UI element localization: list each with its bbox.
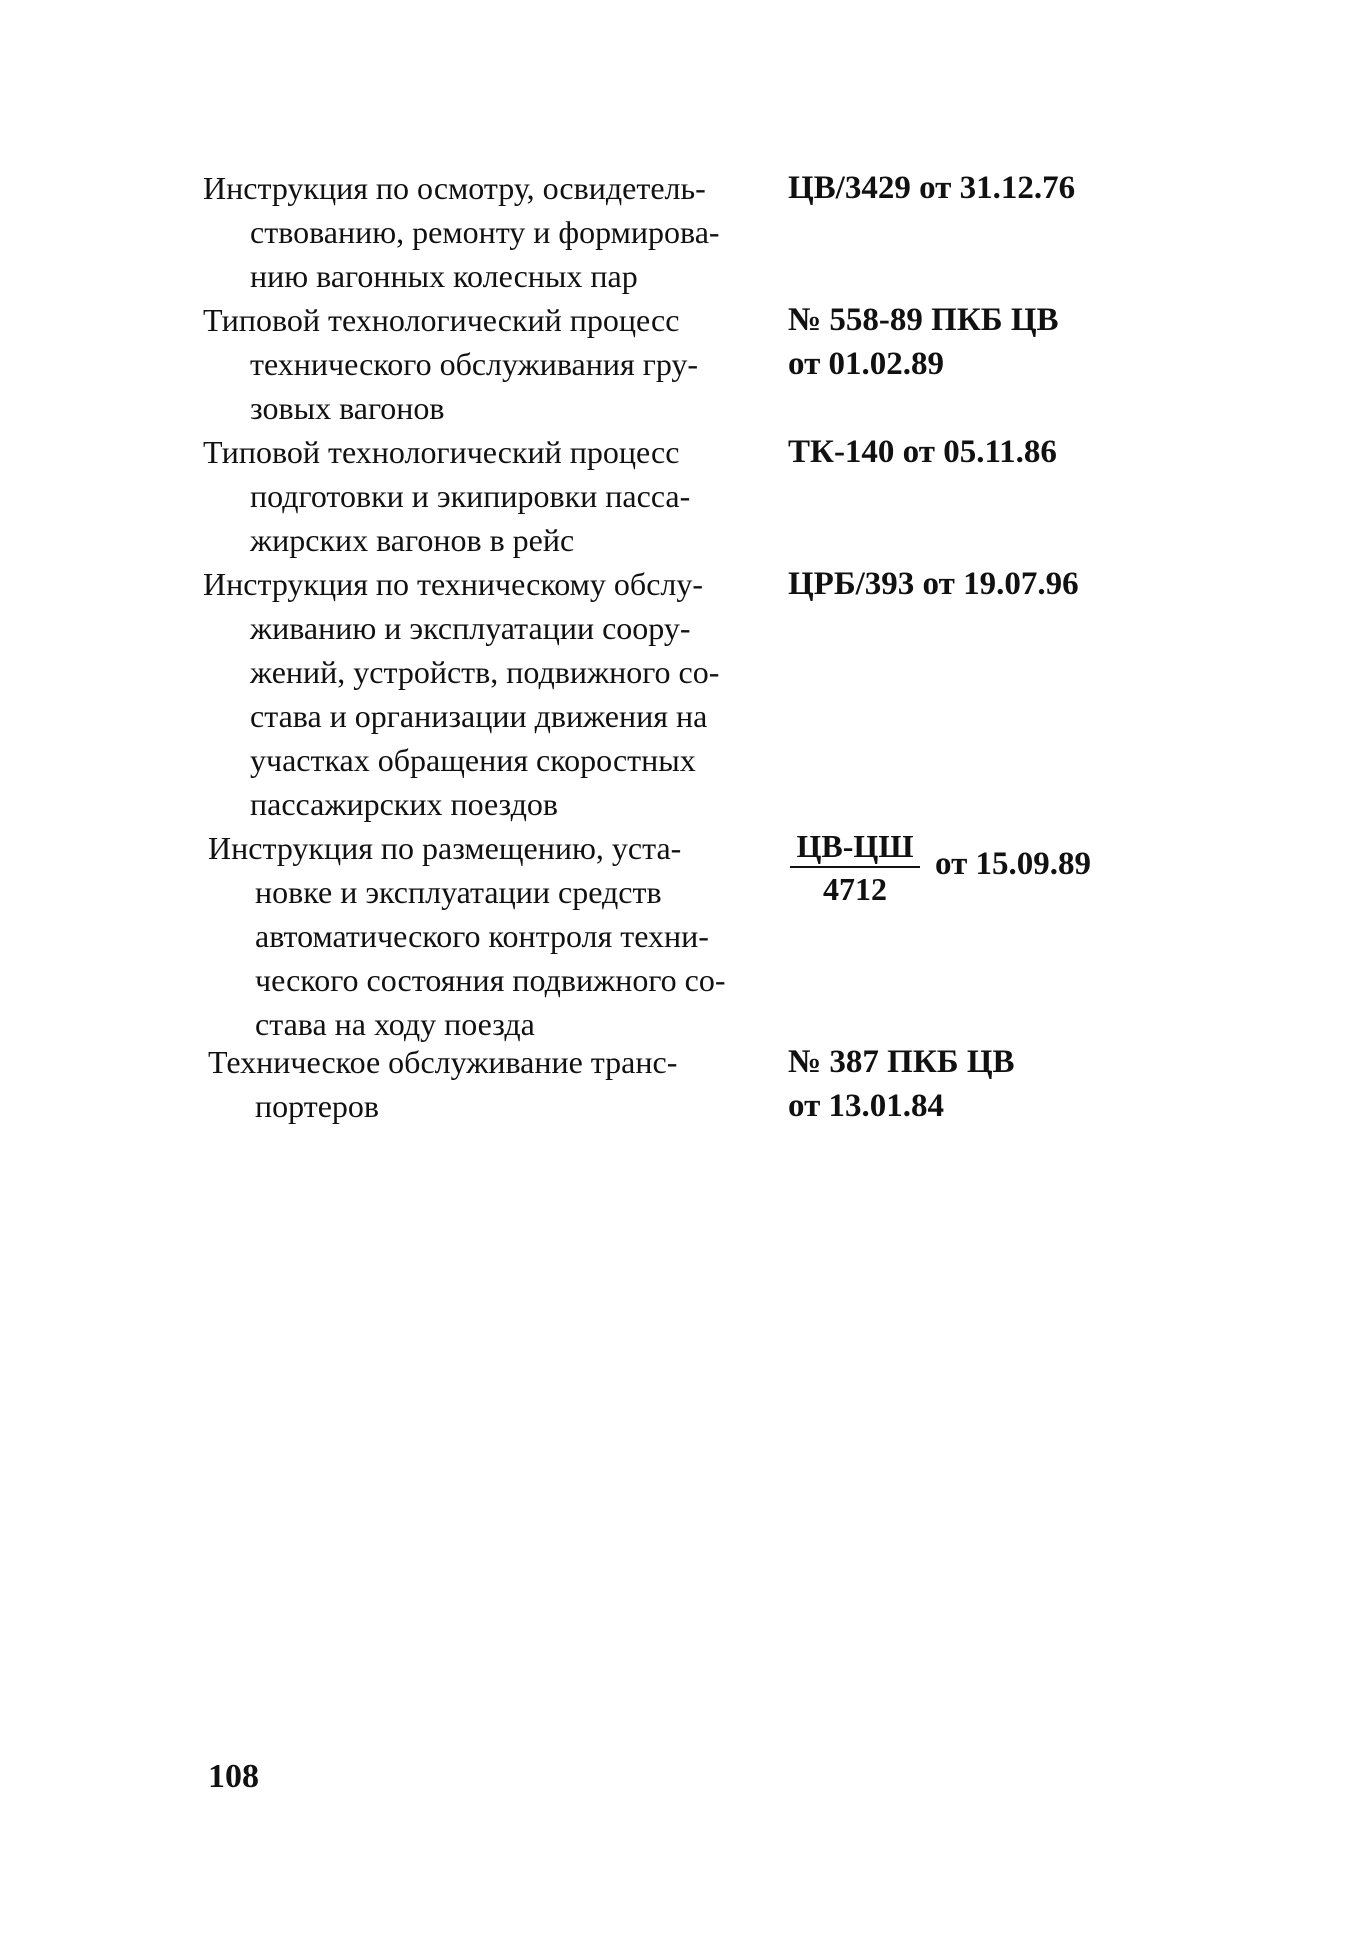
entry-title-line: нию вагонных колесных пар (250, 258, 638, 294)
entry-title-line: портеров (255, 1088, 379, 1124)
entry-title-line: става и организации движения на (250, 698, 708, 734)
entry-title (203, 430, 793, 562)
entry-reference (788, 562, 1188, 606)
entry-reference (788, 1040, 1188, 1128)
entry-title-line: ствованию, ремонту и формирова- (250, 214, 720, 250)
reference-fraction (790, 826, 920, 910)
entry-title-line: автоматического контроля техни- (255, 918, 709, 954)
entry-reference-line: от 13.01.84 (788, 1088, 945, 1124)
entry-reference-line: ЦВ/3429 от 31.12.76 (788, 170, 1076, 206)
entry-reference-line: ЦРБ/393 от 19.07.96 (788, 566, 1079, 602)
entry-reference (788, 430, 1188, 474)
entry-title-line: Техническое обслуживание транс- (208, 1044, 678, 1080)
entry-reference-line: ТК-140 от 05.11.86 (788, 434, 1057, 470)
entry-title (208, 1040, 798, 1128)
entry-title-line: подготовки и экипировки пасса- (250, 478, 691, 514)
entry-title-line: жирских вагонов в рейс (250, 522, 575, 558)
entry-reference-line: от 01.02.89 (788, 346, 945, 382)
entry-title-line: технического обслуживания гру- (250, 346, 699, 382)
entry-title-line: Инструкция по размещению, уста- (208, 830, 682, 866)
entry-title-line: Инструкция по осмотру, освидетель- (203, 170, 706, 206)
entry-title-line: Типовой технологический процесс (203, 434, 680, 470)
entry-title-line: Инструкция по техническому обслу- (203, 566, 704, 602)
entry-title (208, 826, 798, 1046)
entry-title (203, 298, 793, 430)
page-number: 108 (208, 1758, 259, 1795)
entry-reference (790, 826, 1130, 914)
entry-reference (788, 298, 1188, 386)
entry-title-line: новке и эксплуатации средств (255, 874, 662, 910)
entry-title-line: жений, устройств, подвижного со- (250, 654, 720, 690)
fraction-denominator: 4712 (823, 871, 887, 907)
entry-title-line: участках обращения скоростных (250, 742, 696, 778)
entry-reference (788, 166, 1188, 210)
reference-date: от 15.09.89 (935, 846, 1092, 882)
entry-reference-line: № 558-89 ПКБ ЦВ (788, 302, 1059, 338)
entry-reference-line: № 387 ПКБ ЦВ (788, 1044, 1015, 1080)
fraction-numerator: ЦВ-ЦШ (790, 826, 920, 868)
entry-title-line: ческого состояния подвижного со- (255, 962, 726, 998)
entry-title-line: става на ходу поезда (255, 1006, 535, 1042)
entry-title (203, 562, 793, 826)
entry-title-line: зовых вагонов (250, 390, 445, 426)
entry-title (203, 166, 793, 298)
entry-title-line: пассажирских поездов (250, 786, 558, 822)
entry-title-line: Типовой технологический процесс (203, 302, 680, 338)
entry-title-line: живанию и эксплуатации соору- (250, 610, 691, 646)
